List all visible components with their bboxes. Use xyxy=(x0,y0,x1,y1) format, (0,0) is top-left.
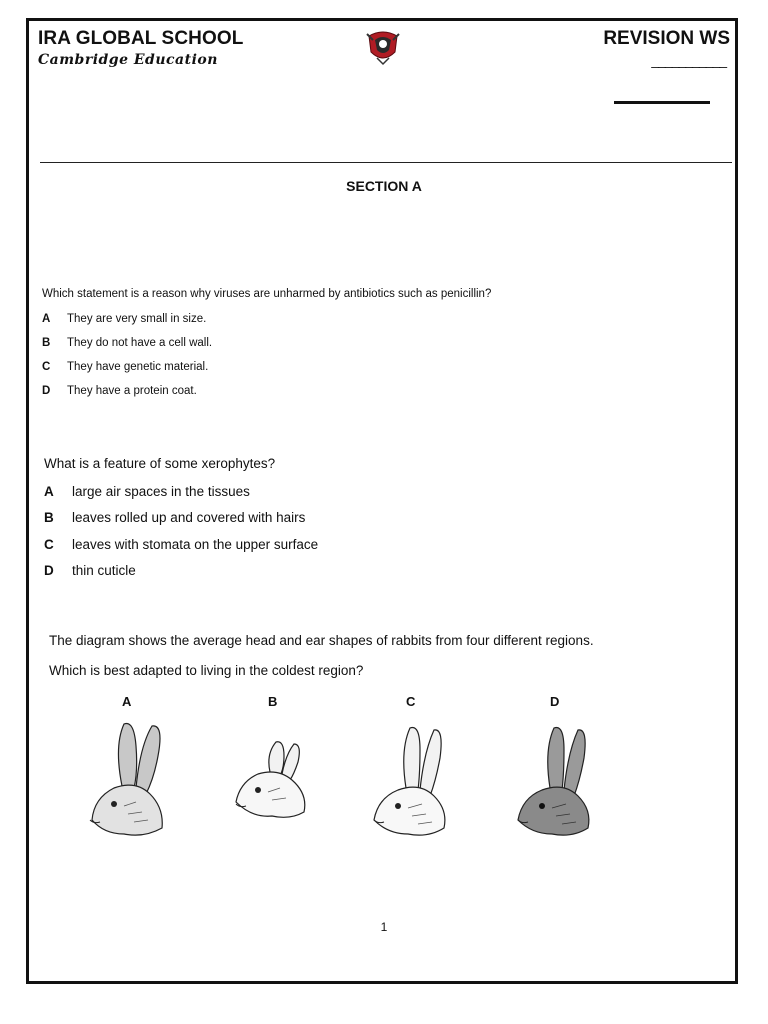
rabbit-c-icon xyxy=(370,716,454,840)
q2-option-b xyxy=(44,510,305,525)
option-letter: C xyxy=(44,537,54,552)
option-text: leaves rolled up and covered with hairs xyxy=(72,510,306,525)
option-text: leaves with stomata on the upper surface xyxy=(72,537,319,552)
rabbit-d-icon xyxy=(514,716,598,840)
q1-option-a xyxy=(42,313,206,325)
question-2-text: What is a feature of some xerophytes? xyxy=(44,456,276,471)
q1-option-c xyxy=(42,361,208,373)
rabbit-label-d: D xyxy=(550,694,560,709)
question-3-prompt: Which is best adapted to living in the coldest region? xyxy=(49,663,364,678)
page-number: 1 xyxy=(380,920,388,934)
q1-option-d xyxy=(42,385,197,397)
school-crest-icon xyxy=(363,26,403,66)
underline-field xyxy=(614,101,710,104)
question-1-text: Which statement is a reason why viruses are unharmed by antibiotics such as penicillin? xyxy=(42,288,492,300)
rabbit-b-icon xyxy=(232,716,316,826)
name-blank: ___________ xyxy=(651,52,726,68)
rabbit-label-b: B xyxy=(268,694,278,709)
rabbit-label-a: A xyxy=(122,694,132,709)
school-name: IRA GLOBAL SCHOOL xyxy=(38,28,244,49)
option-text: They have genetic material. xyxy=(67,361,209,373)
section-title: SECTION A xyxy=(346,178,422,194)
option-letter: B xyxy=(42,337,51,349)
option-text: They do not have a cell wall. xyxy=(67,337,213,349)
option-letter: B xyxy=(44,510,54,525)
q2-option-c xyxy=(44,537,318,552)
revision-ws-title: REVISION WS xyxy=(603,28,730,49)
q2-option-d xyxy=(44,563,136,578)
q1-option-b xyxy=(42,337,212,349)
option-letter: D xyxy=(44,563,54,578)
rabbit-label-c: C xyxy=(406,694,416,709)
option-text: They have a protein coat. xyxy=(67,385,197,397)
cambridge-subtitle: Cambridge Education xyxy=(38,52,218,68)
header-divider xyxy=(40,162,732,163)
option-letter: A xyxy=(42,313,51,325)
option-text: thin cuticle xyxy=(72,563,136,578)
option-letter: A xyxy=(44,484,54,499)
q2-option-a xyxy=(44,484,250,499)
option-text: They are very small in size. xyxy=(67,313,207,325)
option-letter: D xyxy=(42,385,51,397)
option-letter: C xyxy=(42,361,51,373)
question-3-text: The diagram shows the average head and ear shapes of rabbits from four different regions. xyxy=(49,633,594,648)
option-text: large air spaces in the tissues xyxy=(72,484,250,499)
rabbit-a-icon xyxy=(84,716,174,840)
